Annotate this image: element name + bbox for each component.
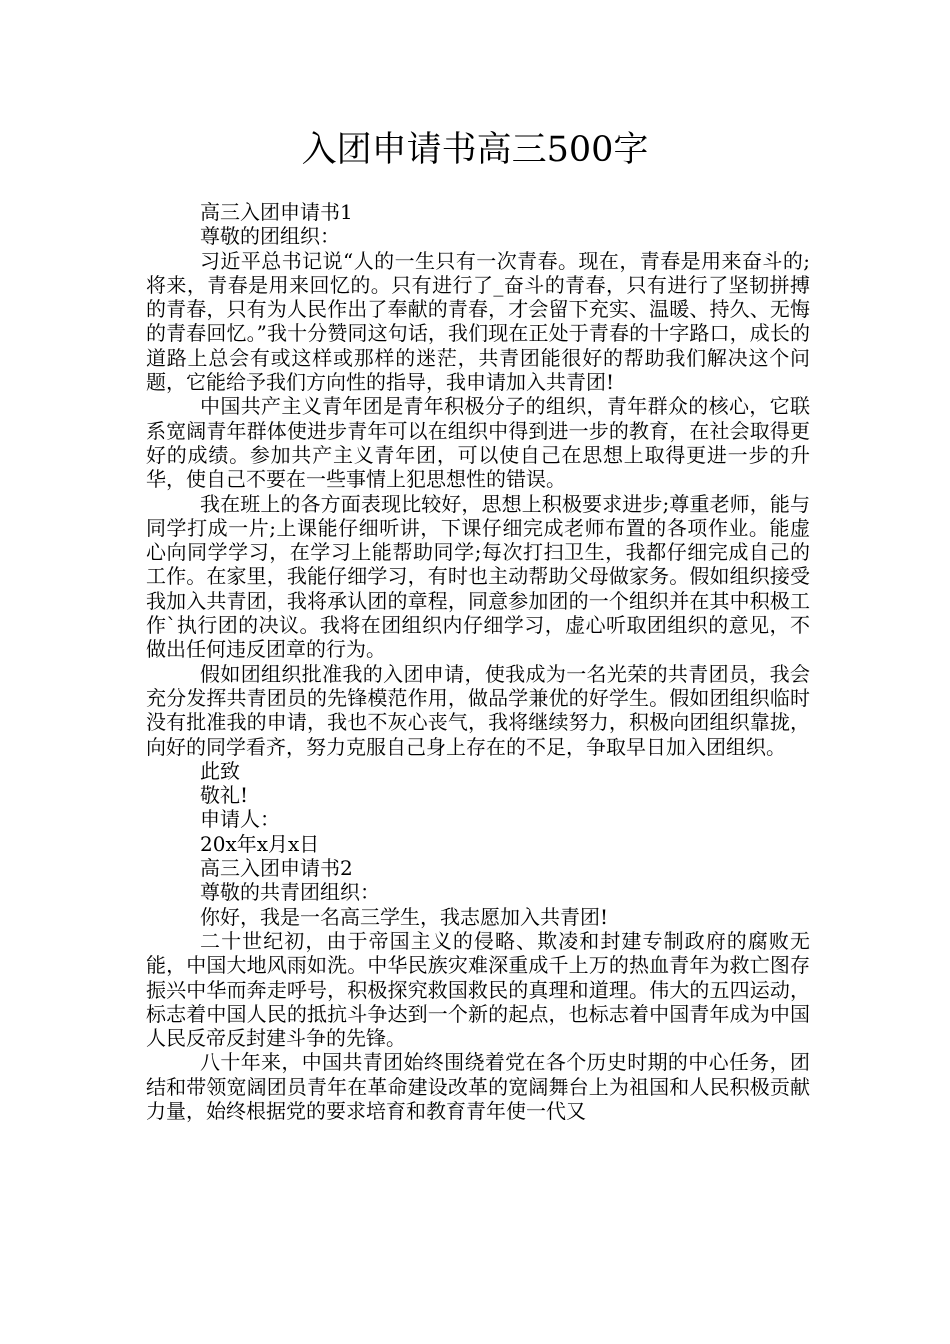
closing-line: 敬礼! (200, 783, 249, 808)
closing-line: 此致 (200, 758, 240, 783)
paragraph: 假如团组织批准我的入团申请，使我成为一名光荣的共青团员，我会充分发挥共青团员的先锋模范作用，做品学兼优的好学生。假如团组织临时没有批准我的申请，我也不灰心丧气，我将继续努力，积极向团组织靠拢，向好的同学看齐，努力克服自己身上存在的不足，争取早日加入团组织。 (146, 661, 810, 759)
paragraph: 二十世纪初，由于帝国主义的侵略、欺凌和封建专制政府的腐败无能，中国大地风雨如洗。中华民族灾难深重成千上万的热血青年为救亡图存振兴中华而奔走呼号，积极探究救国救民的真理和道理。伟大的五四运动，标志着中国人民的抵抗斗争达到一个新的起点，也标志着中国青年成为中国人民反帝反封建斗争的先锋。 (146, 928, 810, 1051)
paragraph: 习近平总书记说“人的一生只有一次青春。现在，青春是用来奋斗的;将来，青春是用来回忆的。只有进行了_奋斗的青春，只有进行了坚韧拼搏的青春，只有为人民作出了奉献的青春，才会留下充实、温暖、持久、无悔的青春回忆。”我十分赞同这句话，我们现在正处于青春的十字路口，成长的道路上总会有或这样或那样的迷茫，共青团能很好的帮助我们解决这个问题，它能给予我们方向性的指导，我申请加入共青团! (146, 248, 810, 395)
paragraph: 你好，我是一名高三学生，我志愿加入共青团! (200, 904, 609, 929)
paragraph: 中国共产主义青年团是青年积极分子的组织，青年群众的核心，它联系宽阔青年群体使进步青年可以在组织中得到进一步的教育，在社会取得更好的成绩。参加共产主义青年团，可以使自己在思想上取得更进一步的升华，使自己不要在一些事情上犯思想性的错误。 (146, 394, 810, 492)
paragraph: 我在班上的各方面表现比较好，思想上积极要求进步;尊重老师，能与同学打成一片;上课能仔细听讲，下课仔细完成老师布置的各项作业。能虚心向同学学习，在学习上能帮助同学;每次打扫卫生，我都仔细完成自己的工作。在家里，我能仔细学习，有时也主动帮助父母做家务。假如组织接受我加入共青团，我将承认团的章程，同意参加团的一个组织并在其中积极工作`执行团的决议。我将在团组织内仔细学习，虚心听取团组织的意见，不做出任何违反团章的行为。 (146, 491, 810, 662)
salutation-2: 尊敬的共青团组织： (200, 880, 380, 905)
section-heading-2: 高三入团申请书2 (200, 856, 353, 881)
applicant-line: 申请人： (200, 807, 280, 832)
document-body (146, 200, 810, 1123)
section-heading-1: 高三入团申请书1 (200, 200, 353, 224)
salutation-1: 尊敬的团组织： (200, 224, 340, 249)
date-line: 20x年x月x日 (200, 831, 320, 856)
paragraph: 八十年来，中国共青团始终围绕着党在各个历史时期的中心任务，团结和带领宽阔团员青年在革命建设改革的宽阔舞台上为祖国和人民积极贡献力量，始终根据党的要求培育和教育青年使一代又 (146, 1050, 810, 1123)
document-title: 入团申请书高三500字 (301, 130, 649, 170)
